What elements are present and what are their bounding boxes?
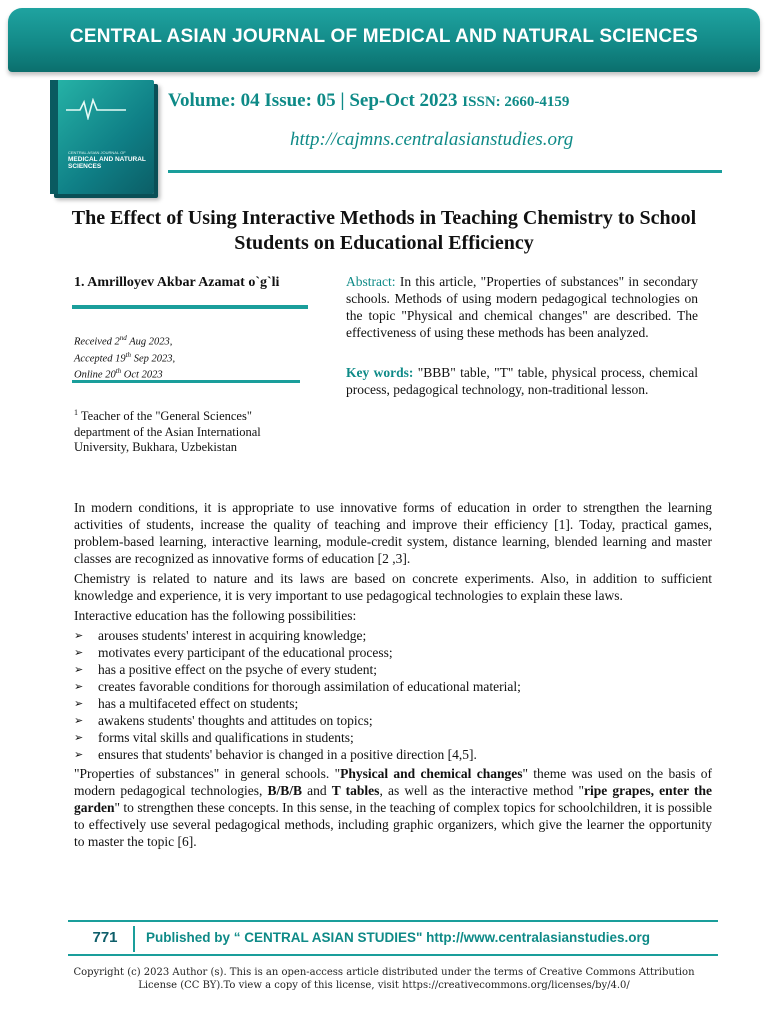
accepted-date: Accepted 19th Sep 2023, [74, 350, 176, 364]
paragraph-3: Interactive education has the following possibilities: [74, 608, 357, 623]
article-dates [74, 332, 175, 382]
arrow-bullet-icon: ➢ [74, 714, 84, 727]
arrow-bullet-icon: ➢ [74, 646, 84, 659]
arrow-bullet-icon: ➢ [74, 629, 84, 642]
abstract-label: Abstract: [346, 274, 396, 289]
volume-issue: Volume: 04 Issue: 05 | Sep-Oct 2023 [168, 90, 458, 111]
footer-divider-bottom [68, 954, 718, 956]
paragraph-2: Chemistry is related to nature and its laws are based on concrete experiments. Also, in addition to sufficient knowledge and experience, it is very important to use pedagogical technologies to explain these laws. [74, 571, 712, 603]
list-item: ➢ creates favorable conditions for thorough assimilation of educational material; [74, 679, 521, 694]
keywords [346, 364, 698, 398]
author-divider [72, 305, 308, 309]
author-affiliation: $^1$ Teacher of the "General Sciences" department of the Asian International University, Bukhara, Uzbekistan [74, 408, 261, 455]
article-title: The Effect of Using Interactive Methods in Teaching Chemistry to School Students on Educational Efficiency [71, 207, 697, 254]
list-item: ➢ arouses students' interest in acquiring knowledge; [74, 628, 367, 643]
heartbeat-icon [66, 98, 126, 120]
journal-cover-image [50, 80, 154, 194]
header-divider [168, 170, 722, 173]
list-item: ➢ awakens students' thoughts and attitudes on topics; [74, 713, 373, 728]
paragraph-1: In modern conditions, it is appropriate to use innovative forms of education in order to strengthen the learning activities of students, increase the quality of teaching and improve their efficiency [1]. Today, practical games, problem-based learning, interactive learning, module-credit system, distance learning, blended learning and master classes are recognized as innovative forms of education [2 ,3]. [74, 500, 712, 566]
online-date: Online 20th Oct 2023 [74, 367, 163, 381]
received-date: Received 2nd Aug 2023, [74, 334, 173, 348]
issn: ISSN: 2660-4159 [462, 94, 570, 110]
article-body [74, 499, 712, 853]
footer-divider-top [68, 920, 718, 922]
list-item: ➢ has a multifaceted effect on students; [74, 696, 299, 711]
arrow-bullet-icon: ➢ [74, 748, 84, 761]
possibilities-list [74, 627, 712, 763]
cover-title: MEDICAL AND NATURAL SCIENCES [68, 156, 146, 170]
list-item: ➢ forms vital skills and qualifications in students; [74, 730, 354, 745]
arrow-bullet-icon: ➢ [74, 680, 84, 693]
cover-subtitle: CENTRAL ASIAN JOURNAL OF [68, 150, 126, 155]
abstract-text: In this article, "Properties of substances" in secondary schools. Methods of using modern pedagogical technologies on the topic "Physical and chemical changes" are described. The effectiveness of using these methods has been analyzed. [346, 274, 698, 340]
volume-issue-line [168, 90, 569, 112]
dates-divider [72, 380, 300, 383]
arrow-bullet-icon: ➢ [74, 697, 84, 710]
copyright-notice: Copyright (c) 2023 Author (s). This is an open-access article distributed under the terms of Creative Commons Attribution License (CC BY).To view a copy of this license, visit https://creativecommons.org/licenses/by/4.0/ [73, 967, 695, 991]
keywords-label: Key words: [346, 365, 414, 380]
journal-name: CENTRAL ASIAN JOURNAL OF MEDICAL AND NATURAL SCIENCES [69, 26, 699, 47]
page-number: 771 [92, 929, 118, 946]
abstract [346, 273, 698, 341]
footer-separator [133, 926, 135, 952]
list-item: ➢ has a positive effect on the psyche of every student; [74, 662, 378, 677]
cover-spine [50, 80, 58, 194]
publisher-line[interactable]: Published by “ CENTRAL ASIAN STUDIES" http://www.centralasianstudies.org [146, 930, 650, 945]
journal-url[interactable]: http://cajmns.centralasianstudies.org [290, 129, 574, 150]
journal-banner [8, 8, 760, 72]
keywords-text: "BBB" table, "T" table, physical process, chemical process, pedagogical technology, non-traditional lesson. [346, 365, 698, 397]
arrow-bullet-icon: ➢ [74, 663, 84, 676]
list-item: ➢ ensures that students' behavior is changed in a positive direction [4,5]. [74, 747, 477, 762]
author-name: 1. Amrilloyev Akbar Azamat o`g`li [74, 275, 280, 290]
paragraph-4: "Properties of substances" in general schools. "Physical and chemical changes" theme was used on the basis of modern pedagogical technologies, B/B/B and T tables, as well as the interactive method "ripe grapes, enter the garden" to strengthen these concepts. In this sense, in the teaching of complex topics for schoolchildren, it is possible to effectively use several pedagogical methods, including graphic organizers, which give the learner the opportunity to master the topic [6]. [74, 766, 712, 849]
list-item: ➢ motivates every participant of the educational process; [74, 645, 393, 660]
arrow-bullet-icon: ➢ [74, 731, 84, 744]
